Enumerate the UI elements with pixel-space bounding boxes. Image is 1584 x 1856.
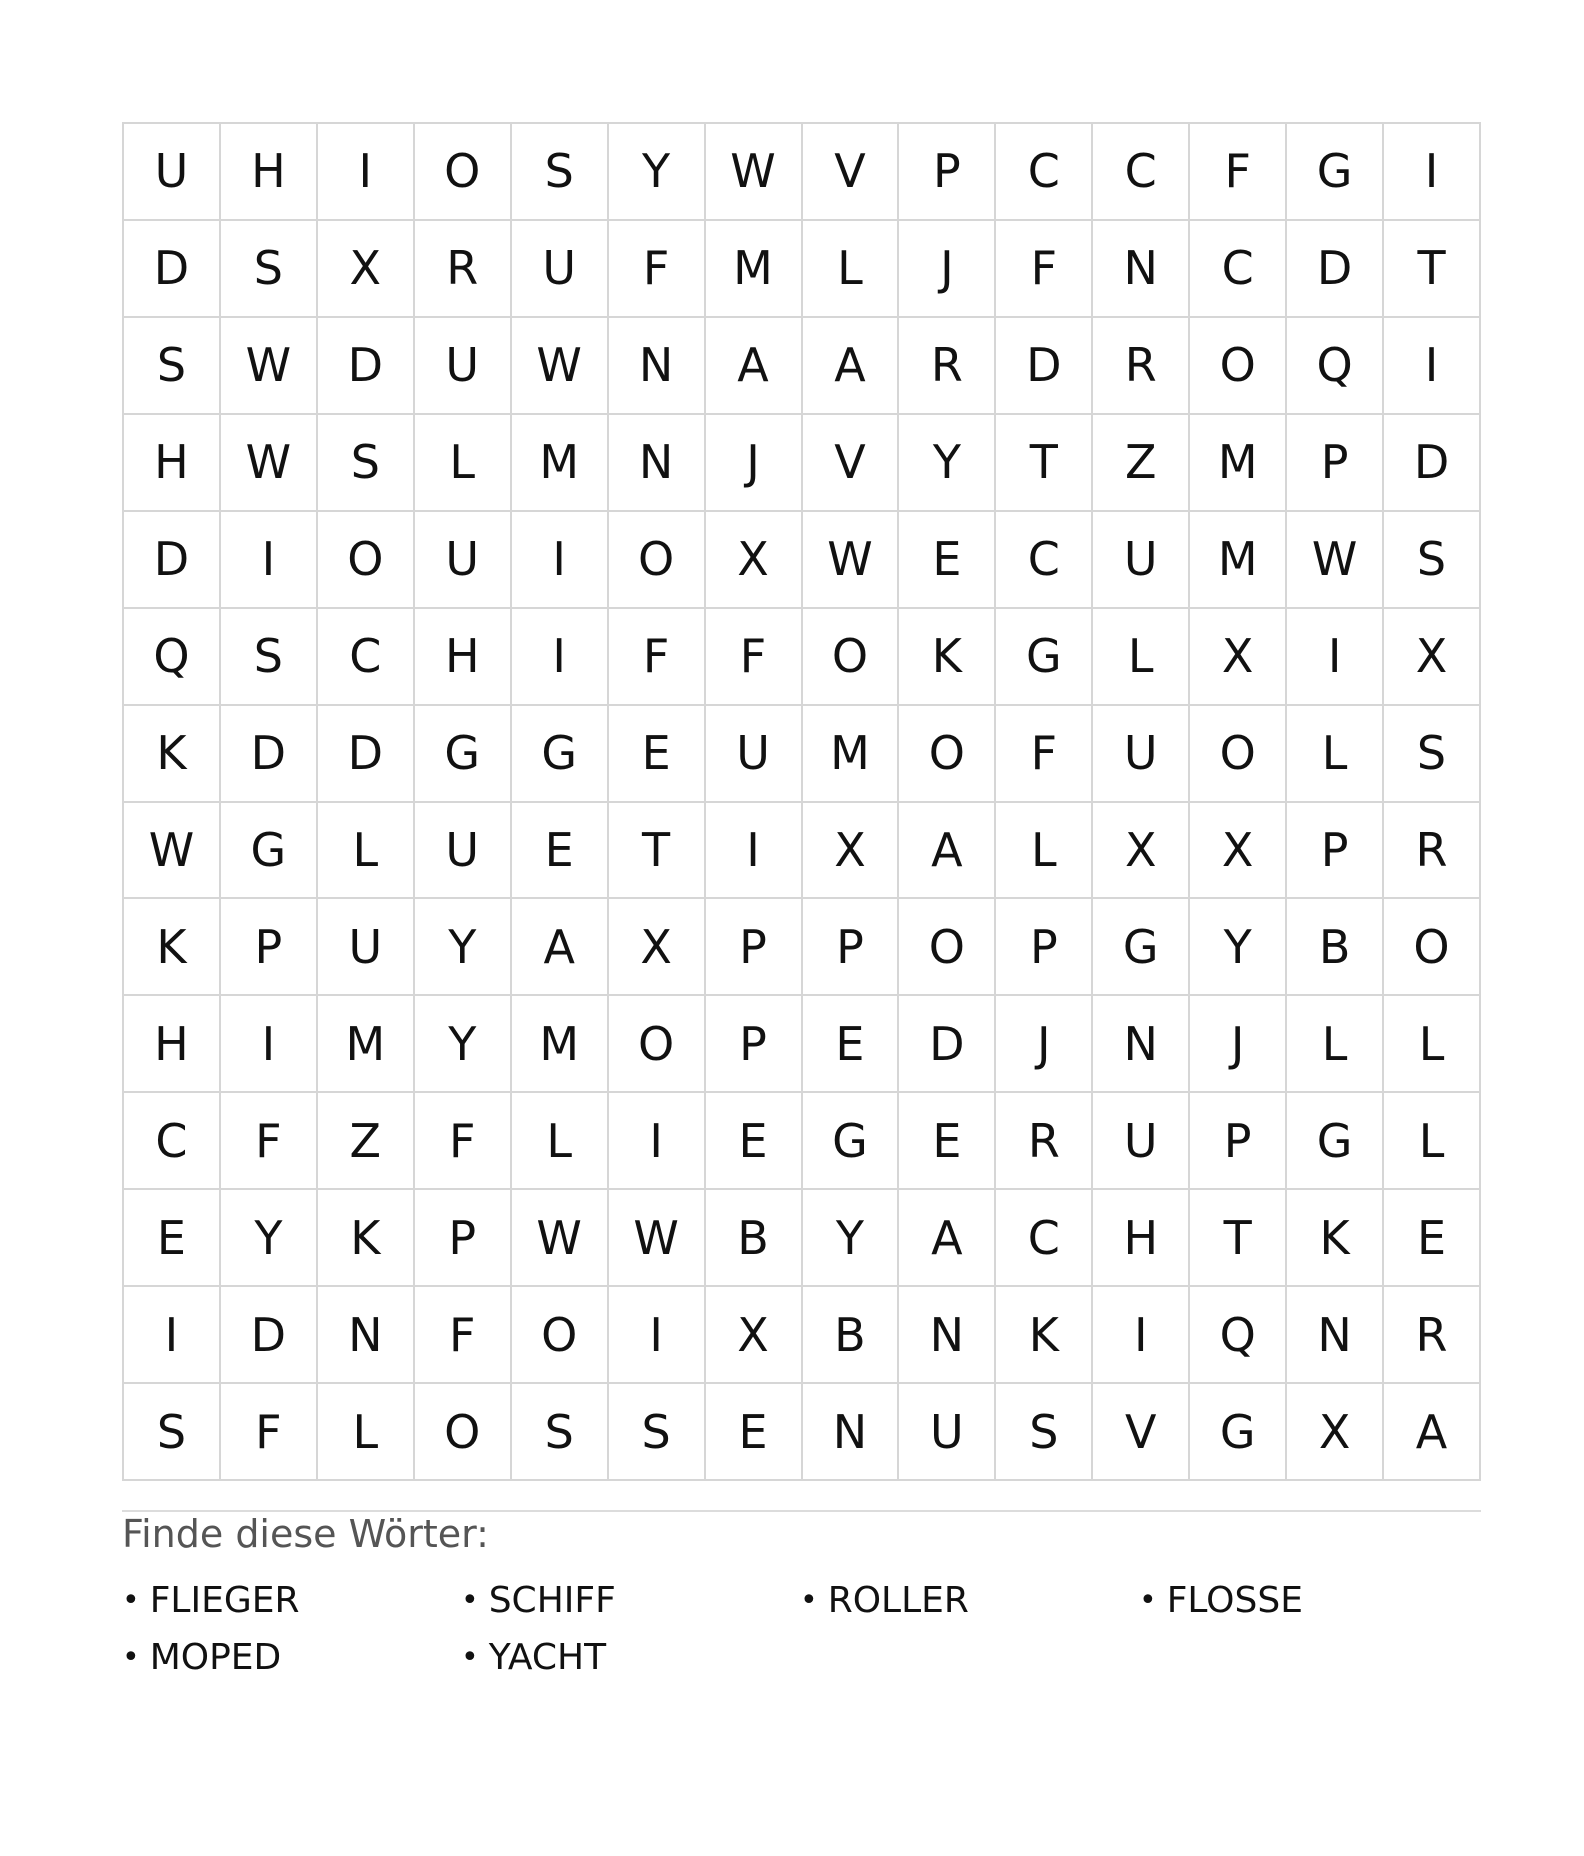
grid-cell[interactable]: K xyxy=(124,899,221,996)
grid-cell[interactable]: C xyxy=(996,1190,1093,1287)
grid-cell[interactable]: O xyxy=(609,996,706,1093)
grid-cell[interactable]: P xyxy=(996,899,1093,996)
grid-cell[interactable]: J xyxy=(996,996,1093,1093)
grid-cell[interactable]: D xyxy=(124,221,221,318)
grid-cell[interactable]: F xyxy=(221,1093,318,1190)
grid-cell[interactable]: X xyxy=(1384,609,1481,706)
grid-cell[interactable]: Q xyxy=(124,609,221,706)
grid-cell[interactable]: S xyxy=(512,124,609,221)
grid-cell[interactable]: T xyxy=(1190,1190,1287,1287)
grid-cell[interactable]: N xyxy=(1093,221,1190,318)
word-list-item xyxy=(1139,1572,1478,1629)
grid-cell[interactable]: Z xyxy=(1093,415,1190,512)
grid-cell[interactable]: H xyxy=(1093,1190,1190,1287)
grid-cell[interactable]: E xyxy=(899,512,996,609)
grid-cell[interactable]: V xyxy=(1093,1384,1190,1481)
grid-cell[interactable]: P xyxy=(706,996,803,1093)
grid-cell[interactable]: U xyxy=(415,512,512,609)
grid-cell[interactable]: N xyxy=(318,1287,415,1384)
grid-cell[interactable]: Y xyxy=(415,996,512,1093)
grid-cell[interactable]: F xyxy=(415,1093,512,1190)
grid-cell[interactable]: W xyxy=(221,318,318,415)
grid-cell[interactable]: I xyxy=(1384,124,1481,221)
grid-cell[interactable]: R xyxy=(1384,1287,1481,1384)
grid-cell[interactable]: T xyxy=(609,803,706,900)
grid-cell[interactable]: E xyxy=(124,1190,221,1287)
grid-cell[interactable]: V xyxy=(803,124,900,221)
grid-cell[interactable]: Q xyxy=(1190,1287,1287,1384)
word-label: FLOSSE xyxy=(1166,1580,1303,1621)
grid-cell[interactable]: I xyxy=(512,609,609,706)
grid-cell[interactable]: U xyxy=(899,1384,996,1481)
grid-cell[interactable]: H xyxy=(124,996,221,1093)
grid-cell[interactable]: F xyxy=(221,1384,318,1481)
grid-cell[interactable]: V xyxy=(803,415,900,512)
word-list-item xyxy=(122,1572,461,1629)
grid-cell[interactable]: F xyxy=(609,609,706,706)
grid-cell[interactable]: P xyxy=(1287,415,1384,512)
grid-cell[interactable]: O xyxy=(899,899,996,996)
grid-cell[interactable]: L xyxy=(415,415,512,512)
grid-cell[interactable]: X xyxy=(706,512,803,609)
grid-cell[interactable]: W xyxy=(706,124,803,221)
grid-cell[interactable]: N xyxy=(609,415,706,512)
grid-cell[interactable]: C xyxy=(1190,221,1287,318)
grid-cell[interactable]: O xyxy=(415,124,512,221)
grid-cell[interactable]: K xyxy=(996,1287,1093,1384)
grid-cell[interactable]: I xyxy=(318,124,415,221)
grid-cell[interactable]: I xyxy=(706,803,803,900)
grid-cell[interactable]: R xyxy=(899,318,996,415)
grid-cell[interactable]: C xyxy=(318,609,415,706)
grid-cell[interactable]: U xyxy=(1093,1093,1190,1190)
grid-cell[interactable]: X xyxy=(1190,609,1287,706)
grid-cell[interactable]: N xyxy=(899,1287,996,1384)
grid-cell[interactable]: P xyxy=(1287,803,1384,900)
grid-cell[interactable]: U xyxy=(1093,512,1190,609)
grid-cell[interactable]: M xyxy=(706,221,803,318)
grid-cell[interactable]: O xyxy=(609,512,706,609)
grid-cell[interactable]: W xyxy=(803,512,900,609)
grid-cell[interactable]: U xyxy=(415,318,512,415)
grid-cell[interactable]: O xyxy=(1190,706,1287,803)
grid-cell[interactable]: F xyxy=(996,221,1093,318)
word-list-item xyxy=(800,1572,1139,1629)
grid-cell[interactable]: Y xyxy=(609,124,706,221)
grid-cell[interactable]: L xyxy=(1287,706,1384,803)
grid-cell[interactable]: D xyxy=(318,318,415,415)
grid-cell[interactable]: S xyxy=(221,609,318,706)
grid-cell[interactable]: C xyxy=(1093,124,1190,221)
grid-cell[interactable]: K xyxy=(318,1190,415,1287)
grid-cell[interactable]: E xyxy=(803,996,900,1093)
grid-cell[interactable]: M xyxy=(1190,415,1287,512)
grid-cell[interactable]: H xyxy=(124,415,221,512)
grid-cell[interactable]: S xyxy=(512,1384,609,1481)
grid-cell[interactable]: W xyxy=(1287,512,1384,609)
word-label: MOPED xyxy=(149,1637,282,1678)
grid-cell[interactable]: R xyxy=(415,221,512,318)
grid-cell[interactable]: E xyxy=(899,1093,996,1190)
grid-cell[interactable]: P xyxy=(221,899,318,996)
grid-cell[interactable]: X xyxy=(1287,1384,1384,1481)
grid-cell[interactable]: S xyxy=(318,415,415,512)
grid-cell[interactable]: J xyxy=(1190,996,1287,1093)
grid-cell[interactable]: I xyxy=(512,512,609,609)
grid-cell[interactable]: R xyxy=(996,1093,1093,1190)
bullet-icon: • xyxy=(122,1640,140,1675)
grid-cell[interactable]: S xyxy=(996,1384,1093,1481)
word-list-item xyxy=(461,1629,800,1686)
grid-cell[interactable]: Y xyxy=(899,415,996,512)
grid-cell[interactable]: F xyxy=(415,1287,512,1384)
word-search-grid xyxy=(122,122,1481,1481)
grid-cell[interactable]: U xyxy=(706,706,803,803)
words-heading: Finde diese Wörter: xyxy=(122,1512,489,1556)
grid-cell[interactable]: D xyxy=(221,1287,318,1384)
grid-cell[interactable]: D xyxy=(221,706,318,803)
grid-cell[interactable]: L xyxy=(1384,996,1481,1093)
grid-cell[interactable]: A xyxy=(803,318,900,415)
word-list xyxy=(122,1572,1481,1686)
grid-cell[interactable]: O xyxy=(1190,318,1287,415)
grid-cell[interactable]: I xyxy=(609,1287,706,1384)
grid-cell[interactable]: L xyxy=(1287,996,1384,1093)
grid-cell[interactable]: G xyxy=(1287,124,1384,221)
word-label: ROLLER xyxy=(827,1580,969,1621)
grid-cell[interactable]: X xyxy=(1190,803,1287,900)
grid-cell[interactable]: O xyxy=(899,706,996,803)
grid-cell[interactable]: P xyxy=(706,899,803,996)
grid-cell[interactable]: L xyxy=(318,803,415,900)
word-label: YACHT xyxy=(488,1637,607,1678)
grid-cell[interactable]: X xyxy=(803,803,900,900)
grid-cell[interactable]: Y xyxy=(221,1190,318,1287)
grid-cell[interactable]: M xyxy=(512,415,609,512)
grid-cell[interactable]: Y xyxy=(1190,899,1287,996)
grid-cell[interactable]: A xyxy=(899,1190,996,1287)
grid-cell[interactable]: D xyxy=(124,512,221,609)
grid-cell[interactable]: E xyxy=(1384,1190,1481,1287)
grid-cell[interactable]: H xyxy=(415,609,512,706)
grid-cell[interactable]: G xyxy=(415,706,512,803)
grid-cell[interactable]: D xyxy=(1287,221,1384,318)
grid-cell[interactable]: K xyxy=(899,609,996,706)
grid-cell[interactable]: A xyxy=(706,318,803,415)
grid-cell[interactable]: E xyxy=(706,1384,803,1481)
grid-cell[interactable]: B xyxy=(1287,899,1384,996)
grid-cell[interactable]: M xyxy=(1190,512,1287,609)
grid-cell[interactable]: S xyxy=(221,221,318,318)
grid-cell[interactable]: D xyxy=(318,706,415,803)
grid-cell[interactable]: W xyxy=(609,1190,706,1287)
grid-cell[interactable]: A xyxy=(899,803,996,900)
grid-cell[interactable]: C xyxy=(996,512,1093,609)
grid-cell[interactable]: I xyxy=(1093,1287,1190,1384)
grid-cell[interactable]: S xyxy=(124,1384,221,1481)
grid-cell[interactable]: Z xyxy=(318,1093,415,1190)
grid-cell[interactable]: G xyxy=(1287,1093,1384,1190)
grid-cell[interactable]: M xyxy=(803,706,900,803)
bullet-icon: • xyxy=(122,1583,140,1618)
grid-cell[interactable]: I xyxy=(1287,609,1384,706)
grid-cell[interactable]: O xyxy=(512,1287,609,1384)
grid-cell[interactable]: P xyxy=(415,1190,512,1287)
grid-cell[interactable]: W xyxy=(512,318,609,415)
grid-cell[interactable]: N xyxy=(1093,996,1190,1093)
grid-cell[interactable]: G xyxy=(803,1093,900,1190)
bullet-icon: • xyxy=(461,1583,479,1618)
grid-cell[interactable]: S xyxy=(124,318,221,415)
grid-cell[interactable]: L xyxy=(1093,609,1190,706)
grid-cell[interactable]: U xyxy=(318,899,415,996)
grid-cell[interactable]: B xyxy=(803,1287,900,1384)
grid-cell[interactable]: I xyxy=(1384,318,1481,415)
bullet-icon: • xyxy=(461,1640,479,1675)
grid-cell[interactable]: I xyxy=(609,1093,706,1190)
grid-cell[interactable]: D xyxy=(1384,415,1481,512)
grid-cell[interactable]: U xyxy=(512,221,609,318)
grid-cell[interactable]: L xyxy=(512,1093,609,1190)
grid-cell[interactable]: M xyxy=(318,996,415,1093)
grid-cell[interactable]: S xyxy=(609,1384,706,1481)
grid-cell[interactable]: I xyxy=(221,512,318,609)
grid-cell[interactable]: P xyxy=(1190,1093,1287,1190)
grid-cell[interactable]: G xyxy=(1093,899,1190,996)
grid-cell[interactable]: A xyxy=(512,899,609,996)
grid-cell[interactable]: R xyxy=(1384,803,1481,900)
bullet-icon: • xyxy=(800,1583,818,1618)
grid-cell[interactable]: A xyxy=(1384,1384,1481,1481)
grid-cell[interactable]: X xyxy=(706,1287,803,1384)
grid-cell[interactable]: N xyxy=(1287,1287,1384,1384)
grid-cell[interactable]: Y xyxy=(415,899,512,996)
grid-cell[interactable]: X xyxy=(318,221,415,318)
grid-cell[interactable]: X xyxy=(1093,803,1190,900)
grid-cell[interactable]: I xyxy=(124,1287,221,1384)
grid-cell[interactable]: D xyxy=(899,996,996,1093)
grid-cell[interactable]: J xyxy=(706,415,803,512)
word-label: FLIEGER xyxy=(149,1580,300,1621)
grid-cell[interactable]: O xyxy=(318,512,415,609)
grid-cell[interactable]: P xyxy=(803,899,900,996)
grid-cell[interactable]: L xyxy=(1384,1093,1481,1190)
grid-cell[interactable]: F xyxy=(706,609,803,706)
grid-cell[interactable]: E xyxy=(706,1093,803,1190)
grid-cell[interactable]: F xyxy=(1190,124,1287,221)
grid-cell[interactable]: U xyxy=(415,803,512,900)
grid-cell[interactable]: G xyxy=(996,609,1093,706)
grid-cell[interactable]: L xyxy=(803,221,900,318)
grid-cell[interactable]: G xyxy=(512,706,609,803)
grid-cell[interactable]: R xyxy=(1093,318,1190,415)
grid-cell[interactable]: H xyxy=(221,124,318,221)
grid-cell[interactable]: O xyxy=(415,1384,512,1481)
grid-cell[interactable]: L xyxy=(318,1384,415,1481)
grid-cell[interactable]: O xyxy=(1384,899,1481,996)
bullet-icon: • xyxy=(1139,1583,1157,1618)
grid-cell[interactable]: F xyxy=(996,706,1093,803)
grid-cell[interactable]: N xyxy=(609,318,706,415)
grid-cell[interactable]: K xyxy=(124,706,221,803)
grid-cell[interactable]: Q xyxy=(1287,318,1384,415)
grid-cell[interactable]: U xyxy=(1093,706,1190,803)
grid-cell[interactable]: M xyxy=(512,996,609,1093)
grid-cell[interactable]: I xyxy=(221,996,318,1093)
grid-cell[interactable]: T xyxy=(996,415,1093,512)
grid-cell[interactable]: X xyxy=(609,899,706,996)
grid-cell[interactable]: S xyxy=(1384,706,1481,803)
grid-cell[interactable]: O xyxy=(803,609,900,706)
grid-cell[interactable]: C xyxy=(996,124,1093,221)
grid-cell[interactable]: N xyxy=(803,1384,900,1481)
grid-cell[interactable]: P xyxy=(899,124,996,221)
word-label: SCHIFF xyxy=(488,1580,616,1621)
grid-cell[interactable]: B xyxy=(706,1190,803,1287)
grid-cell[interactable]: S xyxy=(1384,512,1481,609)
grid-cell[interactable]: T xyxy=(1384,221,1481,318)
grid-cell[interactable]: W xyxy=(512,1190,609,1287)
grid-cell[interactable]: Y xyxy=(803,1190,900,1287)
grid-cell[interactable]: U xyxy=(124,124,221,221)
grid-cell[interactable]: K xyxy=(1287,1190,1384,1287)
word-list-item xyxy=(122,1629,461,1686)
grid-cell[interactable]: G xyxy=(1190,1384,1287,1481)
grid-cell[interactable]: W xyxy=(221,415,318,512)
grid-cell[interactable]: D xyxy=(996,318,1093,415)
grid-cell[interactable]: W xyxy=(124,803,221,900)
grid-cell[interactable]: E xyxy=(609,706,706,803)
grid-cell[interactable]: F xyxy=(609,221,706,318)
grid-cell[interactable]: L xyxy=(996,803,1093,900)
grid-cell[interactable]: G xyxy=(221,803,318,900)
grid-cell[interactable]: J xyxy=(899,221,996,318)
grid-cell[interactable]: C xyxy=(124,1093,221,1190)
word-list-item xyxy=(461,1572,800,1629)
grid-cell[interactable]: E xyxy=(512,803,609,900)
